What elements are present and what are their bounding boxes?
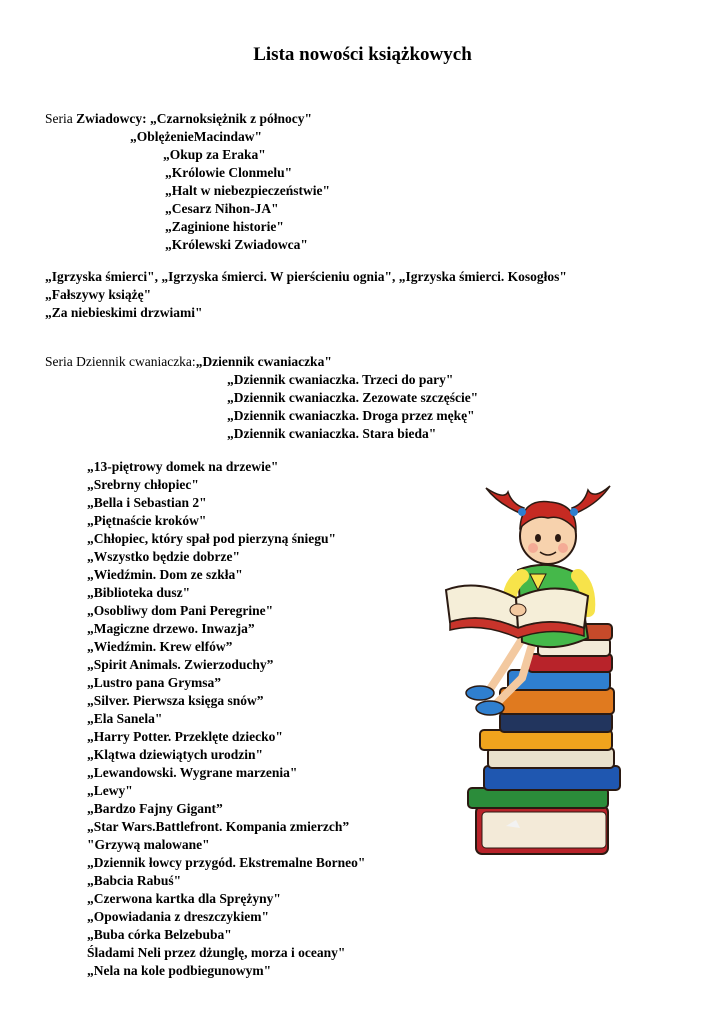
book-title: „Ela Sanela" [87,711,163,726]
zwiadowcy-first-line [45,110,312,128]
book-title: „Czerwona kartka dla Sprężyny" [87,891,281,906]
book-title: „Magiczne drzewo. Inwazja” [87,621,255,636]
book-title: „13-piętrowy domek na drzewie" [87,459,279,474]
book-title: „Wszystko będzie dobrze" [87,549,240,564]
book-title: „Silver. Pierwsza księga snów” [87,693,264,708]
girl-head [486,486,610,564]
dziennik-first-line [45,353,332,371]
girl-reading-on-books-illustration [438,478,628,868]
book-title: „Za niebieskimi drzwiami" [45,305,203,320]
book-title: „Osobliwy dom Pani Peregrine" [87,603,274,618]
book-title: „Czarnoksiężnik z północy" [150,111,312,126]
book-title: „Bella i Sebastian 2" [87,495,207,510]
book-title: "Grzywą malowane" [87,837,210,852]
book-title: „Wiedźmin. Dom ze szkła" [87,567,243,582]
book-title: „Lewandowski. Wygrane marzenia" [87,765,298,780]
series-prefix: Seria Dziennik cwaniaczka: [45,354,196,369]
book-title: „Cesarz Nihon-JA" [165,201,279,216]
book-title: „Halt w niebezpieczeństwie" [165,183,330,198]
book-title: „Nela na kole podbiegunowym" [87,963,272,978]
book-title: Śladami Neli przez dżunglę, morza i oceany" [87,945,346,960]
book-title: „Dziennik cwaniaczka. Droga przez mękę" [227,408,475,423]
book-title: „Okup za Eraka" [163,147,266,162]
book-title: „Babcia Rabuś" [87,873,182,888]
book-title: „Spirit Animals. Zwierzoduchy” [87,657,274,672]
book-title: „Dziennik cwaniaczka. Trzeci do pary" [227,372,454,387]
book-title: „Królowie Clonmelu" [165,165,293,180]
series-name: Zwiadowcy: [76,111,150,126]
book-title: „Star Wars.Battlefront. Kompania zmierzch” [87,819,350,834]
book-title: „Chłopiec, który spał pod pierzyną śniegu" [87,531,337,546]
book-title: „Klątwa dziewiątych urodzin" [87,747,263,762]
book-title: „Dziennik cwaniaczka. Zezowate szczęście" [227,390,479,405]
book-title: „Bardzo Fajny Gigant” [87,801,223,816]
book-title: „Srebrny chłopiec" [87,477,199,492]
book-title: „Harry Potter. Przeklęte dziecko" [87,729,283,744]
book-stack [468,624,620,854]
book-title: „Igrzyska śmierci", „Igrzyska śmierci. W pierścieniu ognia", „Igrzyska śmierci. Kosogłos" [45,269,567,284]
book-title: „Biblioteka dusz" [87,585,191,600]
book-title: „Dziennik cwaniaczka. Stara bieda" [227,426,437,441]
book-title: „Piętnaście kroków" [87,513,207,528]
book-title: „Dziennik cwaniaczka" [195,354,332,369]
book-title: „Opowiadania z dreszczykiem" [87,909,269,924]
book-title: „Wiedźmin. Krew elfów” [87,639,233,654]
book-title: „Królewski Zwiadowca" [165,237,308,252]
book-title: „Zaginione historie" [165,219,284,234]
book-title: „Lustro pana Grymsa” [87,675,222,690]
book-title: „Fałszywy książę" [45,287,152,302]
book-title: „Buba córka Belzebuba" [87,927,232,942]
book-title: „OblężenieMacindaw" [130,129,262,144]
page-title: Lista nowości książkowych [253,44,472,65]
book-title: „Lewy" [87,783,133,798]
book-title: „Dziennik łowcy przygód. Ekstremalne Borneo" [87,855,366,870]
series-prefix: Seria [45,111,77,126]
